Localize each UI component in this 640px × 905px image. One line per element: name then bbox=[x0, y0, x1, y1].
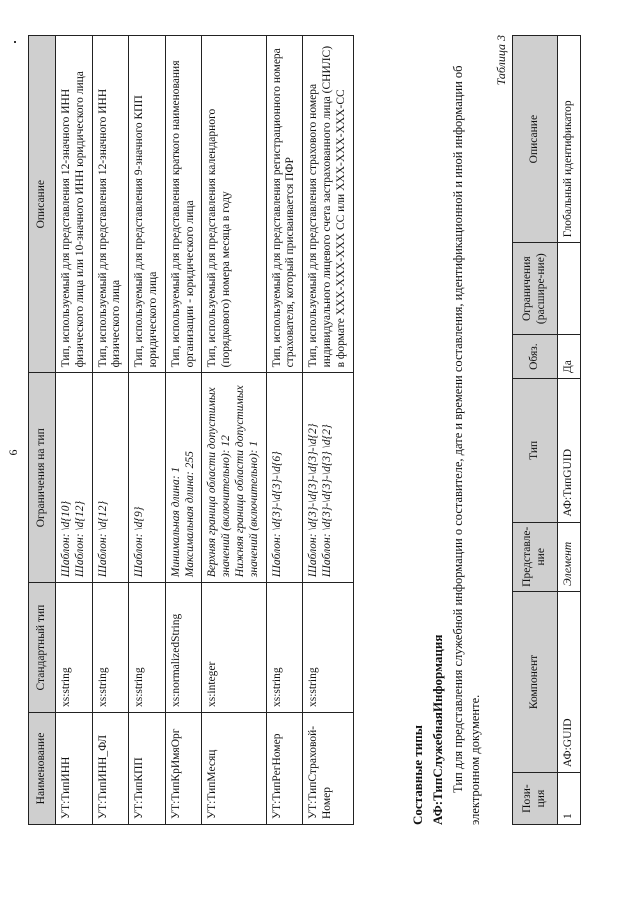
restriction-line: Максимальная длина: 255 bbox=[183, 451, 196, 578]
standard-type: xs:normalizedString bbox=[165, 583, 202, 713]
standard-type: xs:string bbox=[129, 583, 166, 713]
type-description: Тип, используемый для представления календарного (порядкового) номера месяца в году bbox=[202, 36, 266, 373]
restriction-line: Шаблон: \d{10} bbox=[60, 500, 72, 578]
restriction-line: Шаблон: \d{9} bbox=[133, 506, 146, 578]
type-description: Тип, используемый для представления краткого наименования организации - юридического лица bbox=[165, 36, 202, 373]
restriction-line: Шаблон: \d{3}-\d{3}-\d{3} \d{2} bbox=[320, 424, 333, 578]
table-row bbox=[558, 36, 581, 825]
type-name: УТ:ТипКПП bbox=[129, 713, 166, 825]
standard-type: xs:string bbox=[56, 583, 93, 713]
header-position: Пози-ция bbox=[513, 773, 558, 825]
restrictions bbox=[56, 373, 93, 583]
type-description: Тип, используемый для представления регистрационного номера страхователя, который присваивается ПФР bbox=[266, 36, 303, 373]
type-name: УТ:ТипИНН bbox=[56, 713, 93, 825]
standard-type: xs:string bbox=[92, 583, 129, 713]
table-row bbox=[303, 36, 353, 825]
header-restrictions-extension: Ограничения (расшире-ние) bbox=[513, 243, 558, 335]
type-description-paragraph bbox=[450, 25, 484, 825]
representation-cell: Элемент bbox=[558, 522, 581, 591]
table-row bbox=[92, 36, 129, 825]
type-name: УТ:ТипРегНомер bbox=[266, 713, 303, 825]
table-row bbox=[165, 36, 202, 825]
restriction-line: Верхняя граница области допустимых значений (включительно): 12 bbox=[206, 387, 233, 578]
header-representation: Представле-ние bbox=[513, 522, 558, 591]
restrictions bbox=[266, 373, 303, 583]
table-row bbox=[266, 36, 303, 825]
component-cell: АФ:GUID bbox=[558, 591, 581, 772]
restriction-line: Нижняя граница области допустимых значений (включительно): 1 bbox=[233, 385, 260, 578]
type-cell: АФ:ТипGUID bbox=[558, 379, 581, 523]
header-type: Тип bbox=[513, 379, 558, 523]
composite-type-table bbox=[512, 35, 581, 825]
header-required: Обяз. bbox=[513, 335, 558, 379]
table-row bbox=[129, 36, 166, 825]
header-restrictions: Ограничения на тип bbox=[29, 373, 56, 583]
header-description: Описание bbox=[513, 36, 558, 243]
type-name: УТ:ТипМесяц bbox=[202, 713, 266, 825]
type-description: Тип, используемый для представления 9-значного КПП юридического лица bbox=[129, 36, 166, 373]
standard-type: xs:string bbox=[303, 583, 353, 713]
standard-type: xs:integer bbox=[202, 583, 266, 713]
table-row bbox=[56, 36, 93, 825]
restriction-line: Шаблон: \d{3}-\d{3}-\d{3}-\d{2} bbox=[307, 423, 320, 578]
table-caption: Таблица 3 bbox=[494, 35, 508, 86]
restrictions bbox=[165, 373, 202, 583]
type-description: Тип, используемый для представления страхового номера индивидуального лицевого счета застрахованного лица (СНИЛС) в формате ХХХ-ХХХ-ХХХ СС или ХХХ-ХХХ-ХХХ-СС bbox=[303, 36, 353, 373]
restrictions bbox=[92, 373, 129, 583]
type-description: Тип, используемый для представления 12-значного ИНН физического лица bbox=[92, 36, 129, 373]
table-header-row bbox=[29, 36, 56, 825]
restriction-line: Шаблон: \d{3}-\d{3}-\d{6} bbox=[270, 451, 283, 578]
position-cell: 1 bbox=[558, 773, 581, 825]
restrictions-extension-cell bbox=[558, 243, 581, 335]
type-name: УТ:ТипИНН_ФЛ bbox=[92, 713, 129, 825]
header-standard-type: Стандартный тип bbox=[29, 583, 56, 713]
table-header-row bbox=[513, 36, 558, 825]
section-heading: Составные типы bbox=[410, 725, 425, 825]
page-number: 6 bbox=[6, 449, 20, 456]
restriction-line: Шаблон: \d{12} bbox=[73, 500, 86, 578]
type-description: Тип, используемый для представления 12-значного ИНН физического лица или 10-значного ИНН юридического лица bbox=[56, 36, 93, 373]
restrictions bbox=[202, 373, 266, 583]
type-description-text: Тип для представления служебной информации о составителе, дате и времени составления, идентификационной и иной информации об электронном документе. bbox=[451, 65, 482, 825]
type-name: УТ:ТипСтраховой-Номер bbox=[303, 713, 353, 825]
description-cell: Глобальный идентификатор bbox=[558, 36, 581, 243]
restrictions bbox=[303, 373, 353, 583]
table-row bbox=[202, 36, 266, 825]
header-name: Наименование bbox=[29, 713, 56, 825]
restrictions bbox=[129, 373, 166, 583]
required-cell: Да bbox=[558, 335, 581, 379]
restriction-line: Минимальная длина: 1 bbox=[169, 466, 182, 578]
type-heading: АФ:ТипСлужебнаяИнформация bbox=[430, 634, 445, 825]
type-name: УТ:ТипКрИмяОрг bbox=[165, 713, 202, 825]
header-description: Описание bbox=[29, 36, 56, 373]
simple-types-table bbox=[28, 35, 354, 825]
scan-speck bbox=[14, 41, 16, 43]
header-component: Компонент bbox=[513, 591, 558, 772]
restriction-line: Шаблон: \d{12} bbox=[96, 500, 109, 578]
standard-type: xs:string bbox=[266, 583, 303, 713]
